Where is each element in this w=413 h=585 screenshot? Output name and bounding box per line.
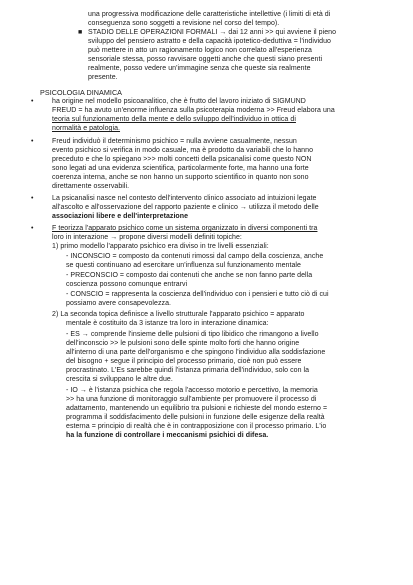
- bullet-icon: •: [31, 225, 34, 232]
- text-line: evento psichico si verifica in modo casuale, ma è prodotto da variabili che lo hanno: [52, 147, 314, 154]
- text-run: F teorizza l'apparato psichico come un sistema organizzato in diversi componenti tra: [52, 225, 318, 232]
- text-line: programma il soddisfacimento delle pulsioni in funzione delle esigenze della realtà: [66, 414, 325, 421]
- text-run: ha la funzione di controllare i meccanismi psichici di difesa.: [66, 432, 269, 439]
- bullet-icon: •: [31, 98, 34, 105]
- text-line: realmente, posso vedere un'immagine senza che queste sia realmente: [88, 65, 311, 72]
- text-line: direttamente osservabili.: [52, 183, 130, 190]
- text-line: [52, 115, 296, 124]
- text-line: esterna = principio di realtà che è in contrapposizione con il processo primario. L'io: [66, 423, 327, 430]
- text-line: coscienza possono comunque entrarvi: [66, 281, 188, 288]
- text-line: [66, 431, 268, 440]
- text-line: loro in interazione → propone diversi modelli definiti topiche:: [52, 234, 242, 241]
- text-line: presente.: [88, 74, 118, 81]
- bullet-icon: •: [31, 138, 34, 145]
- text-line: se questi continuano ad esercitare un'influenza sul funzionamento mentale: [66, 262, 301, 269]
- text-line: una progressiva modificazione delle caratteristiche intellettive (i limiti di età di: [88, 11, 331, 18]
- text-line: - INCONSCIO = composto da contenuti rimossi dal campo della coscienza, anche: [66, 253, 324, 260]
- text-line: all'ascolto e all'osservazione del rapporto paziente e clinico → utilizza il metodo delle: [52, 204, 319, 211]
- text-line: mentale è costituito da 3 istanze tra loro in interazione dinamica:: [66, 320, 269, 327]
- text-line: - PRECONSCIO = composto dai contenuti che anche se non fanno parte della: [66, 272, 313, 279]
- text-line: possiamo avere consapevolezza.: [66, 300, 172, 307]
- text-run: normalità e patologia.: [52, 125, 121, 132]
- text-line: [52, 212, 188, 221]
- text-line: procrastinato. L'Es sarebbe quindi l'istanza primaria dell'individuo, solo con la: [66, 367, 310, 374]
- text-line: conseguenza sono soggetti a revisione nel corso del tempo).: [88, 20, 280, 27]
- text-line: può mettere in atto un ragionamento logico non correlato all'esperienza: [88, 47, 312, 54]
- text-line: - CONSCIO = rappresenta la coscienza dell'individuo con i pensieri e tutto ciò di cui: [66, 291, 329, 298]
- bullet-icon: ■: [78, 29, 83, 36]
- text-line: 2) La seconda topica definisce a livello strutturale l'apparato psichico = apparato: [52, 311, 305, 318]
- section-heading: PSICOLOGIA DINAMICA: [40, 88, 123, 97]
- text-line: - ES → comprende l'insieme delle pulsioni di tipo libidico che rimangono a livello: [66, 331, 319, 338]
- text-line: coerenza interna, anche se non hanno un supporto scientifico in quanto non sono: [52, 174, 309, 181]
- text-line: crescita si sviluppano le altre due.: [66, 376, 173, 383]
- text-line: all'interno di una parte dell'organismo e che spingono l'individuo alla soddisfazione: [66, 349, 326, 356]
- text-line: [52, 124, 120, 133]
- bullet-icon: •: [31, 195, 34, 202]
- text-line: FREUD = ha avuto un'enorme influenza sulla psicoterapia moderna >> Freud elabora una: [52, 107, 335, 114]
- text-run: teoria sul funzionamento della mente e dello sviluppo dell'individuo in ottica di: [52, 116, 296, 123]
- text-line: [88, 37, 331, 46]
- text-line: 1) primo modello l'apparato psichico era diviso in tre livelli essenziali:: [52, 243, 269, 250]
- text-line: preceduto e che lo spiegano >>> molti concetti della psicanalisi come questo NON: [52, 156, 312, 163]
- text-line: sensoriale stessa, posso ravvisare oggetti anche che questi siano presenti: [88, 56, 323, 63]
- text-line: ha origine nel modello psicoanalitico, che è frutto del lavoro iniziato di SIGMUND: [52, 98, 306, 105]
- text-line: >> ha una funzione di monitoraggio sull'ambiente per promuovere il processo di: [66, 396, 317, 403]
- text-line: La psicanalisi nasce nel contesto dell'intervento clinico associato ad intuizioni legate: [52, 195, 317, 202]
- text-line: dell'inconscio >> le pulsioni sono delle spinte molto forti che hanno origine: [66, 340, 300, 347]
- text-run: associazioni libere e dell'interpretazione: [52, 213, 189, 220]
- text-line: sono legati ad una evidenza scientifica, particolarmente forte, ma hanno una forte: [52, 165, 309, 172]
- text-line: adattamento, mantenendo un equilibrio tra pulsioni e richieste del mondo esterno =: [66, 405, 328, 412]
- text-line: del bisogno + segue il principio del processo primario, cioè non può essere: [66, 358, 302, 365]
- text-run: sviluppo del pensiero astratto e della capacità ipotetico-deduttiva = l'individuo: [88, 38, 331, 45]
- text-line: Freud individuò il determinismo psichico = nulla avviene casualmente, nessun: [52, 138, 297, 145]
- text-line: [52, 224, 317, 233]
- text-line: STADIO DELLE OPERAZIONI FORMALI → dai 12 anni >> qui avviene il pieno: [88, 29, 337, 36]
- text-line: - IO → è l'istanza psichica che regola l'accesso motorio e percettivo, la memoria: [66, 387, 318, 394]
